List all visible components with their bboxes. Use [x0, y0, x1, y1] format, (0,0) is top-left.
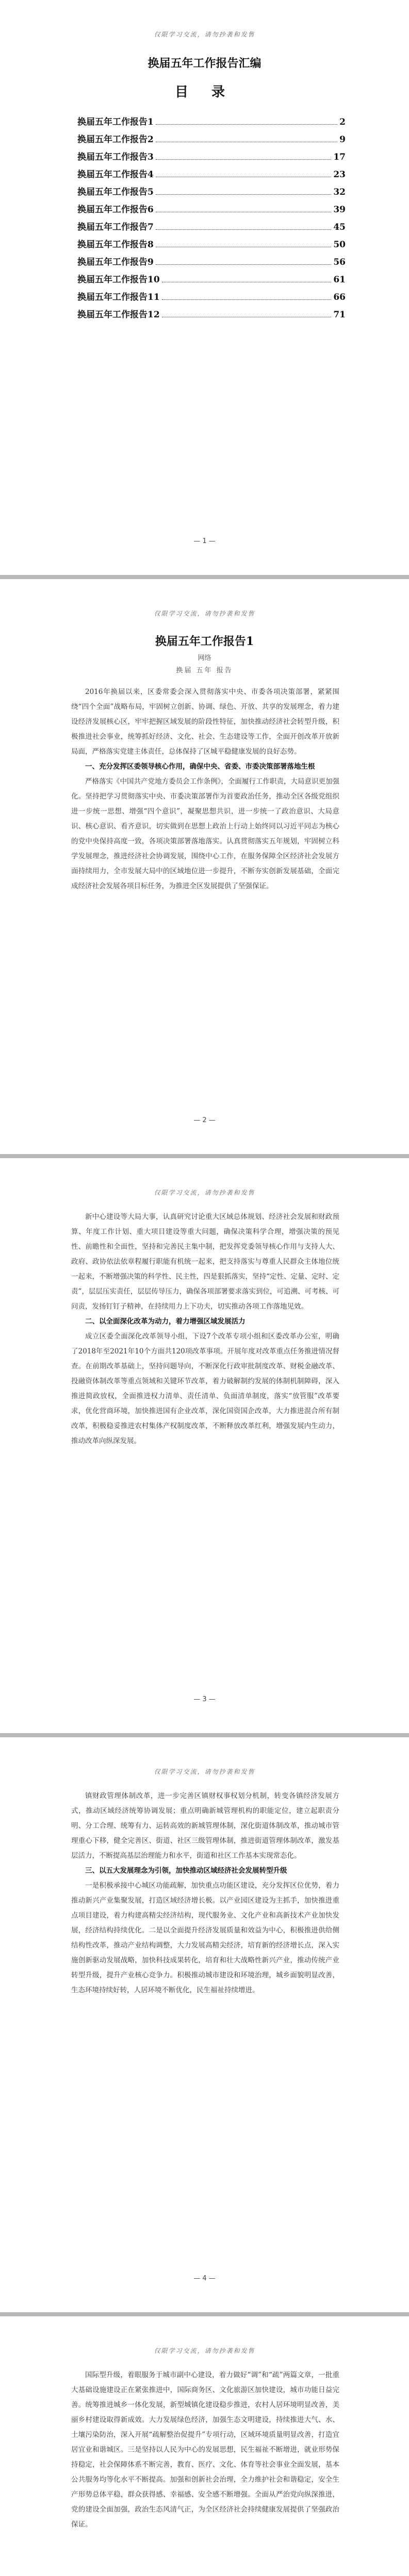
section-heading: 三、以五大发展理念为引领，加快推动区域经济社会发展转型升级 — [85, 1867, 287, 1875]
toc-leader-dots — [156, 194, 331, 195]
report-source: 网络 — [198, 654, 211, 662]
toc-leader-dots — [162, 299, 332, 300]
toc-heading: 目 录 — [174, 84, 235, 100]
toc-entry-label: 换届五年工作报告3 — [77, 152, 154, 162]
toc-entry-page: 66 — [333, 292, 346, 302]
toc-entry[interactable] — [77, 114, 346, 132]
toc-list — [77, 114, 346, 325]
body-paragraph: 一是积极承接中心城区功能疏解，加快重点功能区建设，充分发挥区位优势，着力推动新兴产业集聚发展，打造区域经济增长极。以产业园区建设为主抓手，加快推进重点项目建设，着力构建高精尖经济结构，现代服务业、文化产业和高新技术产业加快发展，经济结构持续优化。二是以全面提升经济发展质量和效益为中心，积极推进供给侧结构性改革，推动产业结构调整，大力发展高精尖经济，培育新的经济增长点，深入实施创新驱动发展战略，加快科技成果转化，培育和壮大战略性新兴产业，推动传统产业转型升级，提升产业核心竞争力。积极推动城市建设和环境治理，城乡面貌明显改善，生态环境持续好转，人居环境不断优化，民生福祉持续增进。 — [71, 1882, 339, 1994]
toc-entry[interactable] — [77, 290, 346, 307]
toc-entry[interactable] — [77, 307, 346, 325]
toc-leader-dots — [156, 124, 337, 125]
report-title: 换届五年工作报告1 — [155, 635, 254, 648]
toc-entry-label: 换届五年工作报告2 — [77, 134, 154, 145]
body-paragraph: 严格落实《中国共产党地方委员会工作条例》，全面履行工作职责，大局意识更加强化。坚持把学习贯彻落实中央、市委决策部署作为首要政治任务，推动全区各级党组织进一步统一思想、增强“四个意识”，凝聚思想共识，进一步统一了政治意识、大局意识、核心意识、看齐意识，切实做到在思想上政治上行动上始终同以习近平同志为核心的党中央保持高度一致，各项决策部署落地落实。认真贯彻落实五年规划，牢固树立科学发展理念，推进经济社会协调发展，围绕中心工作，在服务保障全区经济社会发展方面持续用力，全市发展大局中的区域地位进一步提升，不断夯实创新发展基础，全面完成经济社会发展各项目标任务，为推进全区发展提供了坚强保证。 — [71, 777, 339, 890]
toc-entry-page: 50 — [333, 240, 346, 250]
toc-entry-label: 换届五年工作报告10 — [77, 275, 160, 285]
body-paragraph: 成立区委全面深化改革领导小组，下设7个改革专项小组和区委改革办公室，明确了2018年至2021年10个方面共120项改革事项。开展年度对改革重点任务推进情况督查。在前期改革基础上，坚持问题导向，不断深化行政审批制度改革、财税金融改革、投融资体制改革等重点领域和关键环节改革，着力破解制约发展的体制机制障碍，深入推进简政放权，全面推进权力清单、责任清单、负面清单制度，落实“放管服”改革要求，优化营商环境，加快推进国有企业改革，深化国资国企改革，大力推进混合所有制改革，积极稳妥推进农村集体产权制度改革，不断释放改革红利，增强发展内生动力，推动改革向纵深发展。 — [71, 1332, 339, 1445]
toc-entry[interactable] — [77, 255, 346, 272]
toc-entry[interactable] — [77, 167, 346, 184]
toc-entry-page: 61 — [333, 275, 346, 285]
report-body — [71, 2368, 339, 2532]
report-body — [71, 685, 339, 894]
body-paragraph: 镇财政管理体制改革，进一步完善区镇财权事权划分机制，转变各镇经济发展方式，推动区域经济统筹协调发展；重点明确新城管理机构的职能定位，建立起职责分明、分工合理、统筹有力、运转高效的新城管理体制，深化街道体制改革，推动城市管理重心下移，健全完善区、街道、社区三级管理体制，推进街道管理体制改革，激发基层活力，不断提高基层治理能力和水平，街道和社区工作基本实现常态化。 — [71, 1792, 339, 1860]
report-body — [71, 1789, 339, 1998]
toc-entry[interactable] — [77, 202, 346, 219]
toc-entry-page: 23 — [333, 170, 346, 180]
page-number: — 1 — — [193, 537, 216, 545]
page-number: — 3 — — [193, 1696, 216, 1703]
toc-entry-page: 56 — [333, 257, 346, 267]
toc-entry-page: 71 — [333, 310, 346, 320]
page-3 — [0, 1158, 409, 1733]
toc-entry-page: 39 — [333, 205, 346, 215]
toc-entry[interactable] — [77, 272, 346, 290]
toc-entry[interactable] — [77, 149, 346, 167]
toc-entry-label: 换届五年工作报告8 — [77, 240, 154, 250]
header-note: 仅限学习交流，请勿抄袭和发售 — [154, 2347, 255, 2354]
toc-leader-dots — [156, 264, 331, 265]
toc-entry-label: 换届五年工作报告5 — [77, 187, 154, 197]
toc-entry-label: 换届五年工作报告7 — [77, 222, 154, 232]
report-byline: 换届 五年 报告 — [176, 667, 233, 674]
toc-entry[interactable] — [77, 132, 346, 149]
page-number: — 4 — — [193, 2275, 216, 2282]
body-paragraph: 国际型升级，着眼服务于城市副中心建设，着力做好“调”和“疏”两篇文章，一批重大基础设施建设正在紧张推进中，国际商务区、文化旅游区加快建设，城市功能日益完善。统筹推进城乡一体化发展，新型城镇化建设稳步推进，农村人居环境明显改善，美丽乡村建设取得新成效。大力发展绿色经济，加强生态文明建设，持续推进大气、水、土壤污染防治，深入开展“疏解整治促提升”专项行动，区域环境质量明显改善，打造宜居宜业和谐城区。三是坚持以人民为中心的发展思想，民生福祉不断增进，就业形势保持稳定，社会保障体系不断完善，教育、医疗、文化、体育等社会事业全面发展，基本公共服务均等化水平不断提高。加强和创新社会治理，全力维护社会和谐稳定，安全生产形势总体平稳，群众获得感、幸福感、安全感不断增强。全面从严治党向纵深推进，党的建设全面加强，政治生态风清气正，为全区经济社会持续健康发展提供了坚强政治保证。 — [71, 2371, 339, 2529]
toc-entry-label: 换届五年工作报告6 — [77, 205, 154, 215]
report-body — [71, 1210, 339, 1449]
toc-entry[interactable] — [77, 237, 346, 255]
header-note: 仅限学习交流，请勿抄袭和发售 — [154, 610, 255, 617]
toc-entry[interactable] — [77, 219, 346, 237]
page-5 — [0, 2316, 409, 2576]
document-title: 换届五年工作报告汇编 — [148, 57, 261, 70]
toc-leader-dots — [156, 229, 331, 230]
toc-entry-page: 2 — [339, 117, 346, 127]
body-paragraph: 2016年换届以来，区委常委会深入贯彻落实中央、市委各项决策部署，紧紧围绕“四个全面”战略布局，牢固树立创新、协调、绿色、开放、共享的发展理念，着力建设经济发展核心区，牢牢把握区域发展的阶段性特征，加快推动经济社会转型升级，积极推进社会事业，统筹抓好经济、文化、社会、生态建设等工作，全面开创改革开放新局面，严格落实党建主体责任，总体保持了区城平稳健康发展的良好态势。 — [71, 688, 339, 756]
toc-entry-label: 换届五年工作报告4 — [77, 170, 154, 180]
page-number: — 2 — — [193, 1116, 216, 1124]
toc-entry[interactable] — [77, 184, 346, 202]
header-note: 仅限学习交流，请勿抄袭和发售 — [154, 1189, 255, 1196]
toc-entry-page: 45 — [333, 222, 346, 232]
page-toc — [0, 0, 409, 575]
header-note: 仅限学习交流，请勿抄袭和发售 — [154, 31, 255, 38]
toc-entry-page: 32 — [333, 187, 346, 197]
toc-entry-label: 换届五年工作报告1 — [77, 117, 154, 127]
toc-leader-dots — [156, 159, 331, 160]
body-paragraph: 新中心建设等大局大事，认真研究讨论重大区域总体规划、经济社会发展和财政预算、年度工作计划、重大项目建设等重大问题，确保决策科学合理，增强决策的预见性、前瞻性和全面性，坚持和完善民主集中制，把发挥党委领导核心作用与支持人大、政府、政协依法依章程履行职能有机统一起来，把支持落实与尊重人民群众主体地位统一起来，不断增强决策的科学性、民主性，四是狠抓落实，坚持“定性、定量、定时、定责”，层层压实责任，层层传导压力，确保各项部署要求落实到位，可追溯、可考核、可问责，发扬钉钉子精神，在持续用力上下功夫，切实推动各项工作落地见效。 — [71, 1213, 339, 1311]
toc-entry-label: 换届五年工作报告9 — [77, 257, 154, 267]
section-heading: 二、以全面深化改革为动力，着力增强区域发展活力 — [85, 1317, 246, 1326]
toc-entry-label: 换届五年工作报告12 — [77, 310, 160, 320]
toc-entry-label: 换届五年工作报告11 — [77, 292, 160, 302]
toc-entry-page: 17 — [333, 152, 346, 162]
toc-entry-page: 9 — [339, 134, 346, 145]
page-4 — [0, 1737, 409, 2312]
header-note: 仅限学习交流，请勿抄袭和发售 — [154, 1768, 255, 1775]
section-heading: 一、充分发挥区委领导核心作用，确保中央、省委、市委决策部署落地生根 — [85, 762, 315, 771]
page-2 — [0, 579, 409, 1154]
